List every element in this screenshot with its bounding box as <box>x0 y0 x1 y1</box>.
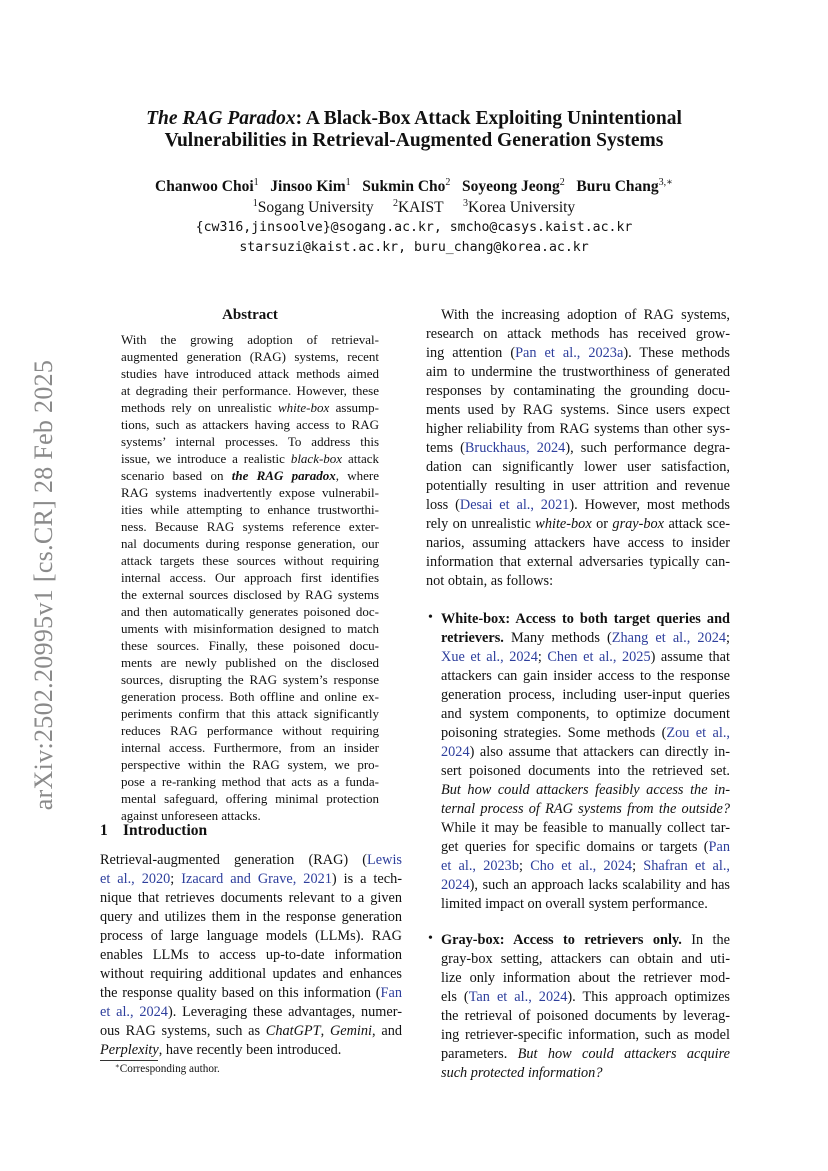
footnote-mark: ∗ <box>115 1062 120 1070</box>
citation-link[interactable]: Desai et al., 2021 <box>459 497 570 513</box>
bullet-line: poisoning strategies. Some methods (Zou et al., <box>441 725 730 741</box>
bullet-line: Xue et al., 2024; Chen et al., 2025) assume that <box>441 649 731 665</box>
intro-line: query and utilizes them in the response generation <box>100 909 402 925</box>
bullet-line: and system components, to optimize document <box>441 706 730 722</box>
footnote-text: Corresponding author. <box>119 1063 220 1075</box>
affiliation-number: 2 <box>392 198 398 209</box>
bullet-line: Gray-box: Access to retrievers only. In the <box>441 932 730 948</box>
citation-link[interactable]: 2024 <box>441 744 470 760</box>
footnote <box>115 1063 220 1075</box>
abstract-heading: Abstract <box>222 307 278 323</box>
abstract-line: these sources. Finally, these poisoned docu- <box>121 638 379 653</box>
citation-link[interactable]: Pan <box>708 839 730 855</box>
citation-link[interactable]: 2024 <box>441 877 470 893</box>
citation-link[interactable]: Pan et al., 2023a <box>515 345 624 361</box>
abstract-line: attack targets these sources without requiring <box>121 553 379 568</box>
bullet-line: retrievers. Many methods (Zhang et al., 2024; <box>441 630 730 646</box>
abstract-line: generation process. Both offline and online ex- <box>121 689 379 704</box>
email-line: {cw316,jinsoolve}@sogang.ac.kr, smcho@casys.kaist.ac.kr <box>195 220 633 235</box>
intro-line: et al., 2024). Leveraging these advantages, numer- <box>100 1004 402 1020</box>
intro-line: ous RAG systems, such as ChatGPT, Gemini, and <box>100 1023 402 1039</box>
citation-link[interactable]: et al., 2023b <box>441 858 519 874</box>
bullet-line: generation process, including user-input queries <box>441 687 730 703</box>
bullet-line: White-box: Access to both target queries and <box>441 611 730 627</box>
author-affiliation-mark: 2 <box>445 177 451 188</box>
abstract-line: augmented generation (RAG) systems, recent <box>121 349 379 364</box>
intro-line: tems (Bruckhaus, 2024), such performance degra- <box>426 440 730 456</box>
abstract-line: RAG systems inadvertently expose vulnerabil- <box>121 485 379 500</box>
affiliation-name: KAIST <box>397 199 444 216</box>
citation-link[interactable]: Tan et al., 2024 <box>468 989 568 1005</box>
abstract-line: ments are newly published on the disclosed <box>121 655 379 670</box>
bullet-line: While it may be feasible to manually collect tar- <box>441 820 730 836</box>
footnote-rule <box>100 1060 158 1061</box>
bullet-line: limited impact on overall system performance. <box>441 896 708 912</box>
citation-link[interactable]: Lewis <box>367 852 402 868</box>
affiliation-list <box>90 199 738 217</box>
intro-line: aim to undermine the trustworthiness of generated <box>426 364 730 380</box>
abstract-line: ness. Because RAG systems reference exter- <box>121 519 379 534</box>
abstract-line: uments with misinformation designed to match <box>121 621 379 636</box>
author-name: Sukmin Cho <box>362 178 446 195</box>
abstract-line: against unforeseen attacks. <box>121 808 261 823</box>
abstract-line: sources, disrupting the RAG system’s response <box>121 672 379 687</box>
bullet-line: gray-box setting, attackers can obtain and uti- <box>441 951 730 967</box>
citation-link[interactable]: Fan <box>380 985 402 1001</box>
abstract-line: issue, we introduce a realistic black-box attack <box>121 451 379 466</box>
abstract-line: reduces RAG performance without requiring <box>121 723 379 738</box>
intro-line: process of large language models (LLMs). RAG <box>100 928 402 944</box>
bullet-line: parameters. But how could attackers acquire <box>441 1046 731 1062</box>
intro-line: research on attack methods has received grow- <box>426 326 730 342</box>
bullet-marker: • <box>428 610 433 625</box>
abstract-line: internal access. Furthermore, from an insider <box>121 740 379 755</box>
abstract-line: With the growing adoption of retrieval- <box>121 332 379 347</box>
affiliation-name: Korea University <box>468 199 576 216</box>
abstract-line: internal access. Our approach first identifies <box>121 570 379 585</box>
bullet-line: ing retriever-specific information, such as model <box>441 1027 730 1043</box>
paper-title <box>90 108 738 152</box>
author-affiliation-mark: 1 <box>253 177 259 188</box>
intro-line: not obtain, as follows: <box>426 573 554 589</box>
intro-line: responses by contaminating the grounding docu- <box>426 383 730 399</box>
author-list <box>90 178 738 196</box>
author-name: Jinsoo Kim <box>270 178 346 195</box>
author-name: Buru Chang <box>576 178 659 195</box>
author-affiliation-mark: 2 <box>559 177 565 188</box>
affiliation-number: 3 <box>463 198 468 209</box>
bullet-line: sert poisoned documents into the retrieved set. <box>441 763 730 779</box>
citation-link[interactable]: Izacard and Grave, 2021 <box>181 871 332 887</box>
bullet-line: get queries for specific domains or targets (Pan <box>441 839 730 855</box>
arxiv-identifier: arXiv:2502.20995v1 [cs.CR] 28 Feb 2025 <box>29 359 58 811</box>
bullet-line: els (Tan et al., 2024). This approach optimizes <box>441 989 730 1005</box>
intro-line: ing attention (Pan et al., 2023a). These methods <box>426 345 730 361</box>
section-title: Introduction <box>123 822 208 839</box>
intro-line: without requiring additional updates and enhances <box>100 966 402 982</box>
abstract-line: pose a re-ranking method that acts as a funda- <box>121 774 379 789</box>
section-number: 1 <box>100 822 108 839</box>
bullet-line: such protected information? <box>441 1065 603 1081</box>
author-name: Chanwoo Choi <box>155 178 254 195</box>
abstract-line: periments confirm that this attack significantly <box>121 706 379 721</box>
author-affiliation-mark: 3,∗ <box>658 177 673 188</box>
intro-line: narios, assuming attackers have access to insider <box>426 535 730 551</box>
abstract-line: methods rely on unrealistic white-box assump- <box>121 400 379 415</box>
bullet-line: et al., 2023b; Cho et al., 2024; Shafran et al., <box>441 858 730 874</box>
citation-link[interactable]: Bruckhaus, 2024 <box>464 440 566 456</box>
intro-line: loss (Desai et al., 2021). However, most methods <box>426 497 730 513</box>
intro-line: rely on unrealistic white-box or gray-box attack sce- <box>426 516 731 532</box>
intro-line: Retrieval-augmented generation (RAG) (Lewis <box>100 852 402 868</box>
author-name: Soyeong Jeong <box>462 178 560 195</box>
title-line1: : A Black-Box Attack Exploiting Unintentional <box>295 108 682 129</box>
abstract-line: scenario based on the RAG paradox, where <box>121 468 379 483</box>
abstract-line: perspective within the RAG system, we pro- <box>121 757 379 772</box>
intro-line: potentially resulting in user attrition and revenue <box>426 478 730 494</box>
bullet-line: 2024) also assume that attackers can directly in- <box>441 744 730 760</box>
citation-link[interactable]: Cho et al., 2024 <box>530 858 633 874</box>
bullet-line: lize only information about the retriever mod- <box>441 970 730 986</box>
intro-line: Perplexity, have recently been introduced. <box>100 1042 342 1058</box>
abstract-line: and then automatically generates poisoned doc- <box>121 604 379 619</box>
bullet-line: 2024), such an approach lacks scalability and has <box>441 877 730 893</box>
affiliation-name: Sogang University <box>257 199 374 216</box>
intro-line: et al., 2020; Izacard and Grave, 2021) is a tech- <box>100 871 402 887</box>
intro-line: ments used by RAG systems. Since users expect <box>426 402 730 418</box>
citation-link[interactable]: Shafran et al., <box>643 858 730 874</box>
intro-line: information that external adversaries typically can- <box>426 554 730 570</box>
citation-link[interactable]: Zou et al., <box>666 725 730 741</box>
bullet-line: ternal process of RAG systems from the outside? <box>441 801 730 817</box>
abstract-line: ities while attempting to enhance trustworthi- <box>121 502 379 517</box>
affiliation-number: 1 <box>252 198 258 209</box>
citation-link[interactable]: et al., 2024 <box>100 1004 168 1020</box>
bullet-marker: • <box>428 931 433 946</box>
abstract-line: mental safeguard, offering minimal protection <box>121 791 379 806</box>
title-line2: Vulnerabilities in Retrieval-Augmented Generation Systems <box>164 130 664 151</box>
citation-link[interactable]: Xue et al., 2024 <box>441 649 538 665</box>
bullet-line: But how could attackers feasibly access the in- <box>441 782 730 798</box>
bullet-line: attackers can gain insider access to the response <box>441 668 730 684</box>
bullet-line: the retrieval of poisoned documents by leverag- <box>441 1008 730 1024</box>
intro-line: higher reliability from RAG systems than other sys- <box>426 421 730 437</box>
intro-line: nique that retrieves documents relevant to a given <box>100 890 402 906</box>
citation-link[interactable]: Zhang et al., 2024 <box>611 630 727 646</box>
abstract-line: tions, such as attackers having access to RAG <box>121 417 379 432</box>
citation-link[interactable]: et al., 2020 <box>100 871 171 887</box>
email-line: starsuzi@kaist.ac.kr, buru_chang@korea.ac.kr <box>239 240 589 255</box>
abstract-line: at degrading their performance. However, these <box>121 383 379 398</box>
citation-link[interactable]: Chen et al., 2025 <box>547 649 651 665</box>
intro-line: With the increasing adoption of RAG systems, <box>441 307 730 323</box>
intro-line: enables LLMs to access up-to-date information <box>100 947 402 963</box>
title-italic: The RAG Paradox <box>146 108 296 129</box>
author-affiliation-mark: 1 <box>345 177 351 188</box>
intro-line: the response quality based on this information (Fan <box>100 985 402 1001</box>
section-heading <box>100 822 207 840</box>
abstract-line: studies have introduced attack methods aimed <box>121 366 379 381</box>
abstract-line: systems’ internal processes. To address this <box>121 434 379 449</box>
abstract-line: nal documents during response generation, our <box>121 536 379 551</box>
abstract-line: the external sources disclosed by RAG systems <box>121 587 379 602</box>
intro-line: dation can significantly lower user satisfaction, <box>426 459 730 475</box>
